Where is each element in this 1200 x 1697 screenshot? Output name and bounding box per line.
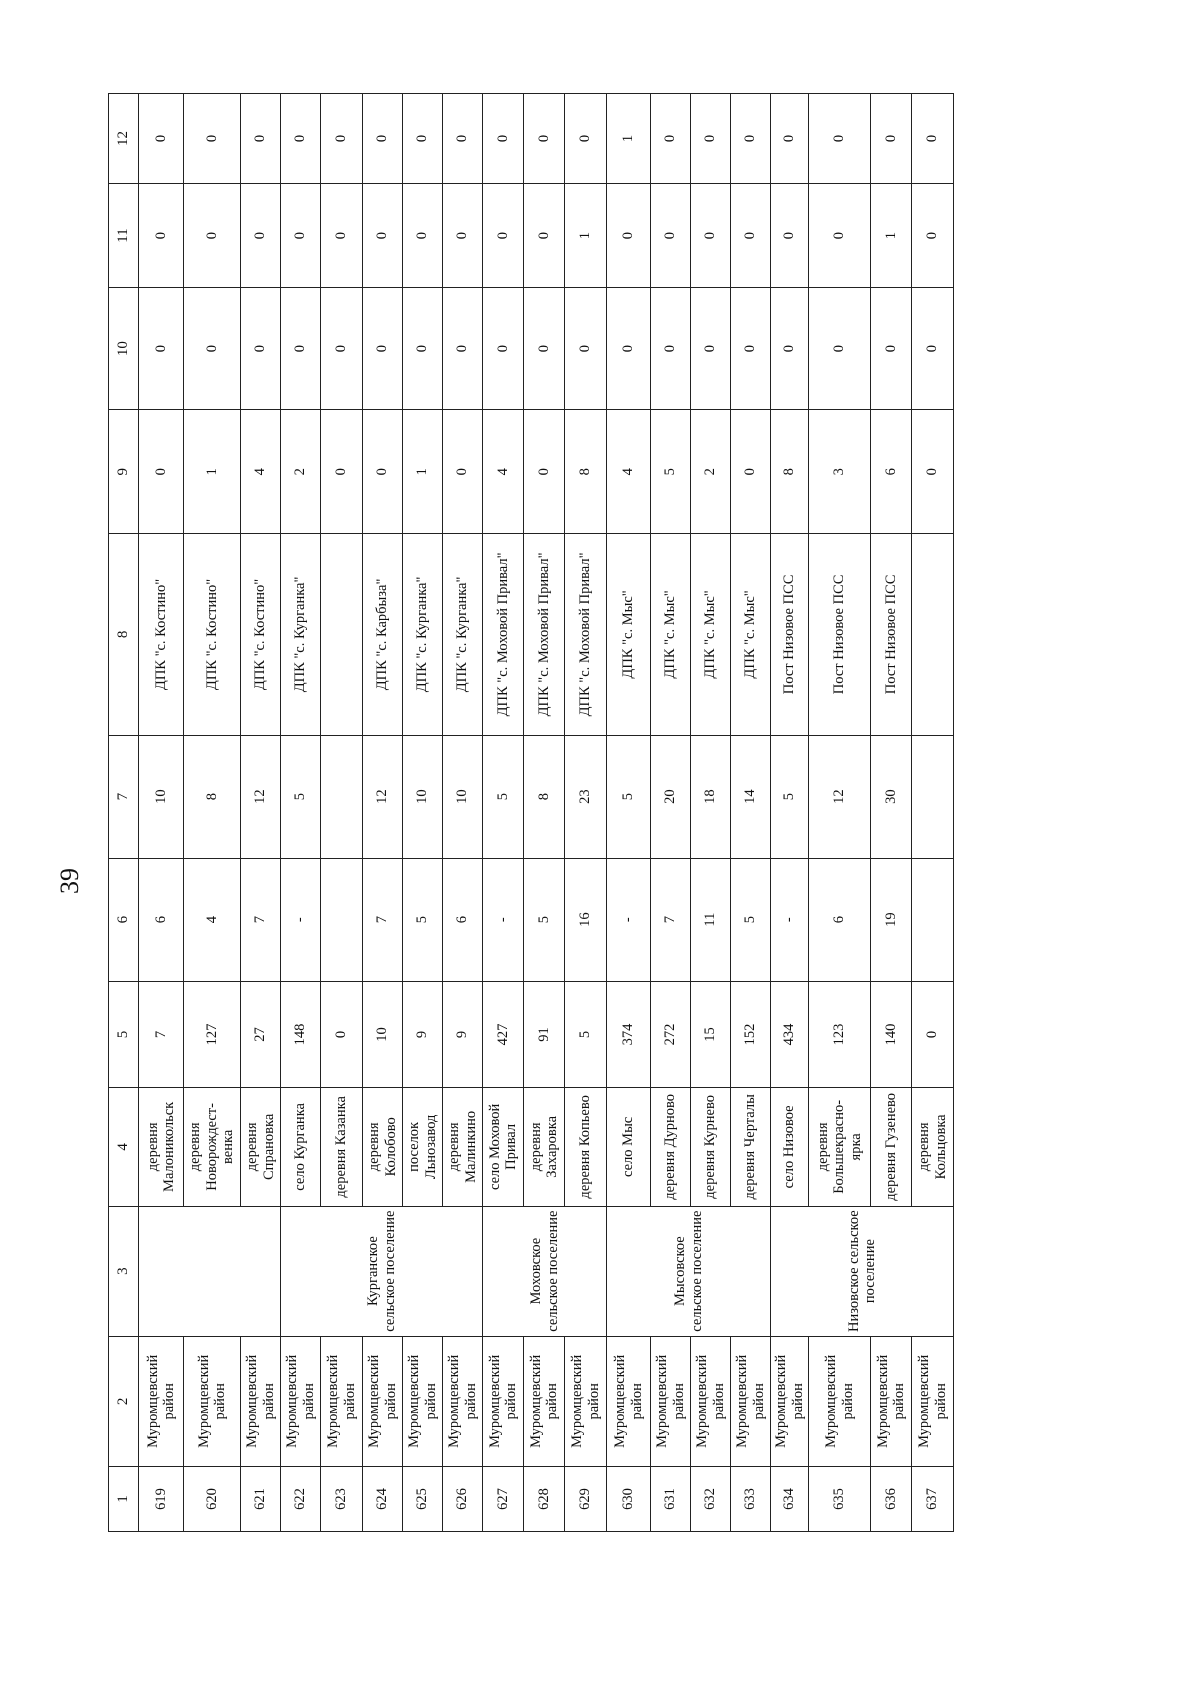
row-number-cell: 637 [912,1466,954,1531]
value-cell-c11: 0 [912,184,954,288]
header-cell: 12 [109,94,139,184]
table-row [139,94,184,1532]
value-cell-c11: 0 [403,184,443,288]
value-cell-c10: 0 [184,288,241,410]
value-cell-c6: 6 [139,858,184,981]
value-cell-c11: 0 [607,184,651,288]
value-cell-c7: 8 [184,735,241,858]
header-cell: 11 [109,184,139,288]
value-cell-pop: 5 [565,981,607,1088]
value-cell-c10: 0 [809,288,871,410]
value-cell-c9: 0 [731,410,771,534]
district-cell: Муромцевский район [281,1336,321,1466]
value-cell-c10: 0 [321,288,363,410]
value-cell-c11: 0 [691,184,731,288]
value-cell-c6 [912,858,954,981]
fire-post-cell: ДПК "с. Костино" [139,534,184,735]
value-cell-c9: 3 [809,410,871,534]
settlement-cell: деревня Курнево [691,1088,731,1206]
value-cell-pop: 91 [524,981,565,1088]
value-cell-c10: 0 [241,288,281,410]
value-cell-c6: 5 [524,858,565,981]
municipality-cell [139,1206,281,1336]
district-cell: Муромцевский район [241,1336,281,1466]
value-cell-c12: 0 [524,94,565,184]
municipality-cell: Курганское сельское поселение [281,1206,483,1336]
value-cell-c12: 0 [651,94,691,184]
value-cell-c12: 0 [363,94,403,184]
row-number-cell: 622 [281,1466,321,1531]
value-cell-c12: 0 [771,94,809,184]
row-number-cell: 625 [403,1466,443,1531]
value-cell-c7: 20 [651,735,691,858]
settlement-cell: деревня Новорождест-венка [184,1088,241,1206]
district-cell: Муромцевский район [483,1336,524,1466]
value-cell-c10: 0 [139,288,184,410]
district-cell: Муромцевский район [524,1336,565,1466]
table-row [607,94,651,1532]
fire-post-cell: ДПК "с. Курганка" [443,534,483,735]
value-cell-pop: 434 [771,981,809,1088]
value-cell-c11: 0 [483,184,524,288]
value-cell-c10: 0 [403,288,443,410]
row-number-cell: 620 [184,1466,241,1531]
value-cell-c11: 0 [809,184,871,288]
value-cell-c11: 0 [281,184,321,288]
value-cell-c7: 10 [403,735,443,858]
row-number-cell: 634 [771,1466,809,1531]
value-cell-c10: 0 [691,288,731,410]
district-cell: Муромцевский район [871,1336,912,1466]
value-cell-c6: - [607,858,651,981]
value-cell-c12: 0 [871,94,912,184]
row-number-cell: 635 [809,1466,871,1531]
value-cell-c6: 6 [443,858,483,981]
row-number-cell: 636 [871,1466,912,1531]
settlement-cell: деревня Черталы [731,1088,771,1206]
value-cell-c7: 5 [483,735,524,858]
value-cell-c7: 12 [363,735,403,858]
value-cell-c12: 0 [731,94,771,184]
value-cell-c9: 0 [912,410,954,534]
value-cell-c7: 23 [565,735,607,858]
value-cell-c7: 10 [139,735,184,858]
value-cell-c10: 0 [281,288,321,410]
value-cell-c11: 0 [443,184,483,288]
settlement-cell: село Низовое [771,1088,809,1206]
value-cell-c6: 4 [184,858,241,981]
header-cell: 4 [109,1088,139,1206]
value-cell-pop: 427 [483,981,524,1088]
value-cell-c6: 5 [731,858,771,981]
district-cell: Муромцевский район [731,1336,771,1466]
value-cell-c6: 7 [363,858,403,981]
row-number-cell: 627 [483,1466,524,1531]
value-cell-c9: 4 [483,410,524,534]
fire-post-cell: ДПК "с. Курганка" [281,534,321,735]
fire-post-cell: ДПК "с. Мыс" [607,534,651,735]
value-cell-c11: 0 [524,184,565,288]
value-cell-c9: 2 [691,410,731,534]
page-number: 39 [55,868,84,894]
value-cell-pop: 7 [139,981,184,1088]
settlement-cell: деревня Спрановка [241,1088,281,1206]
settlement-cell: деревня Копьево [565,1088,607,1206]
value-cell-c10: 0 [524,288,565,410]
settlement-cell: село Мыс [607,1088,651,1206]
value-cell-c6: 6 [809,858,871,981]
value-cell-c7: 12 [809,735,871,858]
value-cell-c7: 18 [691,735,731,858]
row-number-cell: 632 [691,1466,731,1531]
value-cell-c7: 10 [443,735,483,858]
value-cell-c12: 0 [184,94,241,184]
table-body [109,94,954,1532]
settlement-cell: поселок Льнозавод [403,1088,443,1206]
value-cell-c12: 0 [139,94,184,184]
settlement-cell: деревня Кольцовка [912,1088,954,1206]
value-cell-c11: 0 [771,184,809,288]
value-cell-c7 [321,735,363,858]
value-cell-c7: 12 [241,735,281,858]
value-cell-c12: 0 [691,94,731,184]
district-cell: Муромцевский район [651,1336,691,1466]
value-cell-c7: 5 [607,735,651,858]
district-cell: Муромцевский район [363,1336,403,1466]
value-cell-c6: - [771,858,809,981]
settlement-cell: село Моховой Привал [483,1088,524,1206]
value-cell-c6: - [281,858,321,981]
row-number-cell: 624 [363,1466,403,1531]
settlement-cell: деревня Малинкино [443,1088,483,1206]
fire-post-cell: ДПК "с. Мыс" [691,534,731,735]
value-cell-c7: 8 [524,735,565,858]
value-cell-pop: 140 [871,981,912,1088]
header-cell: 10 [109,288,139,410]
fire-post-cell: Пост Низовое ПСС [771,534,809,735]
fire-post-cell: ДПК "с. Костино" [184,534,241,735]
value-cell-c9: 8 [565,410,607,534]
district-cell: Муромцевский район [691,1336,731,1466]
municipality-cell: Низовское сельское поселение [771,1206,954,1336]
value-cell-c9: 0 [321,410,363,534]
value-cell-pop: 15 [691,981,731,1088]
fire-post-cell: ДПК "с. Карбыза" [363,534,403,735]
value-cell-c6: 5 [403,858,443,981]
municipality-cell: Моховское сельское поселение [483,1206,607,1336]
value-cell-pop: 272 [651,981,691,1088]
value-cell-c11: 0 [651,184,691,288]
value-cell-pop: 152 [731,981,771,1088]
value-cell-c12: 0 [321,94,363,184]
value-cell-c10: 0 [443,288,483,410]
value-cell-pop: 9 [403,981,443,1088]
fire-post-cell [912,534,954,735]
row-number-cell: 633 [731,1466,771,1531]
value-cell-c9: 1 [184,410,241,534]
value-cell-pop: 127 [184,981,241,1088]
header-cell: 1 [109,1466,139,1531]
settlement-cell: деревня Малоникольск [139,1088,184,1206]
value-cell-c7: 5 [771,735,809,858]
district-cell: Муромцевский район [321,1336,363,1466]
district-cell: Муромцевский район [809,1336,871,1466]
value-cell-c12: 0 [403,94,443,184]
value-cell-c11: 0 [139,184,184,288]
value-cell-c12: 0 [483,94,524,184]
value-cell-c7 [912,735,954,858]
value-cell-pop: 0 [321,981,363,1088]
table-row [771,94,809,1532]
header-row [109,94,139,1532]
header-cell: 8 [109,534,139,735]
row-number-cell: 626 [443,1466,483,1531]
district-cell: Муромцевский район [565,1336,607,1466]
value-cell-c9: 6 [871,410,912,534]
value-cell-pop: 0 [912,981,954,1088]
value-cell-c10: 0 [565,288,607,410]
district-cell: Муромцевский район [607,1336,651,1466]
fire-post-cell: ДПК "с. Моховой Привал" [524,534,565,735]
district-cell: Муромцевский район [139,1336,184,1466]
value-cell-c12: 1 [607,94,651,184]
value-cell-c12: 0 [565,94,607,184]
value-cell-c6: 16 [565,858,607,981]
row-number-cell: 619 [139,1466,184,1531]
fire-post-cell: ДПК "с. Мыс" [731,534,771,735]
value-cell-pop: 374 [607,981,651,1088]
value-cell-c9: 0 [524,410,565,534]
settlement-cell: деревня Казанка [321,1088,363,1206]
value-cell-c9: 4 [241,410,281,534]
settlement-cell: деревня Большекрасно-ярка [809,1088,871,1206]
value-cell-c11: 1 [565,184,607,288]
header-cell: 9 [109,410,139,534]
value-cell-c6 [321,858,363,981]
value-cell-c10: 0 [771,288,809,410]
value-cell-c11: 1 [871,184,912,288]
settlements-table [108,93,954,1532]
header-cell: 7 [109,735,139,858]
settlement-cell: деревня Захаровка [524,1088,565,1206]
value-cell-c10: 0 [912,288,954,410]
fire-post-cell: ДПК "с. Моховой Привал" [483,534,524,735]
district-cell: Муромцевский район [771,1336,809,1466]
rotated-table-container [108,93,1065,1532]
row-number-cell: 629 [565,1466,607,1531]
fire-post-cell: ДПК "с. Курганка" [403,534,443,735]
value-cell-c10: 0 [651,288,691,410]
value-cell-pop: 123 [809,981,871,1088]
value-cell-c6: 7 [241,858,281,981]
fire-post-cell: ДПК "с. Моховой Привал" [565,534,607,735]
district-cell: Муромцевский район [443,1336,483,1466]
row-number-cell: 630 [607,1466,651,1531]
value-cell-c11: 0 [731,184,771,288]
value-cell-c11: 0 [241,184,281,288]
fire-post-cell: ДПК "с. Костино" [241,534,281,735]
value-cell-c12: 0 [241,94,281,184]
value-cell-pop: 27 [241,981,281,1088]
row-number-cell: 621 [241,1466,281,1531]
district-cell: Муромцевский район [184,1336,241,1466]
value-cell-c12: 0 [281,94,321,184]
value-cell-c12: 0 [912,94,954,184]
municipality-cell: Мысовское сельское поселение [607,1206,771,1336]
value-cell-c7: 5 [281,735,321,858]
value-cell-c6: 19 [871,858,912,981]
value-cell-c9: 0 [139,410,184,534]
value-cell-c9: 0 [443,410,483,534]
value-cell-c9: 2 [281,410,321,534]
row-number-cell: 628 [524,1466,565,1531]
fire-post-cell: Пост Низовое ПСС [871,534,912,735]
fire-post-cell: ДПК "с. Мыс" [651,534,691,735]
value-cell-c9: 5 [651,410,691,534]
value-cell-c11: 0 [184,184,241,288]
value-cell-c6: 7 [651,858,691,981]
settlement-cell: село Курганка [281,1088,321,1206]
row-number-cell: 623 [321,1466,363,1531]
row-number-cell: 631 [651,1466,691,1531]
value-cell-c10: 0 [607,288,651,410]
settlement-cell: деревня Колобово [363,1088,403,1206]
value-cell-c6: - [483,858,524,981]
value-cell-c11: 0 [363,184,403,288]
value-cell-c6: 11 [691,858,731,981]
value-cell-c11: 0 [321,184,363,288]
district-cell: Муромцевский район [403,1336,443,1466]
value-cell-c9: 0 [363,410,403,534]
table-row [281,94,321,1532]
value-cell-c7: 30 [871,735,912,858]
value-cell-pop: 148 [281,981,321,1088]
settlement-cell: деревня Дурново [651,1088,691,1206]
value-cell-c12: 0 [443,94,483,184]
fire-post-cell: Пост Низовое ПСС [809,534,871,735]
value-cell-c12: 0 [809,94,871,184]
value-cell-pop: 9 [443,981,483,1088]
value-cell-pop: 10 [363,981,403,1088]
value-cell-c10: 0 [731,288,771,410]
value-cell-c10: 0 [363,288,403,410]
value-cell-c7: 14 [731,735,771,858]
value-cell-c9: 8 [771,410,809,534]
header-cell: 3 [109,1206,139,1336]
fire-post-cell [321,534,363,735]
value-cell-c10: 0 [483,288,524,410]
value-cell-c10: 0 [871,288,912,410]
header-cell: 5 [109,981,139,1088]
header-cell: 2 [109,1336,139,1466]
header-cell: 6 [109,858,139,981]
value-cell-c9: 4 [607,410,651,534]
district-cell: Муромцевский район [912,1336,954,1466]
value-cell-c9: 1 [403,410,443,534]
settlement-cell: деревня Гузенево [871,1088,912,1206]
table-row [483,94,524,1532]
